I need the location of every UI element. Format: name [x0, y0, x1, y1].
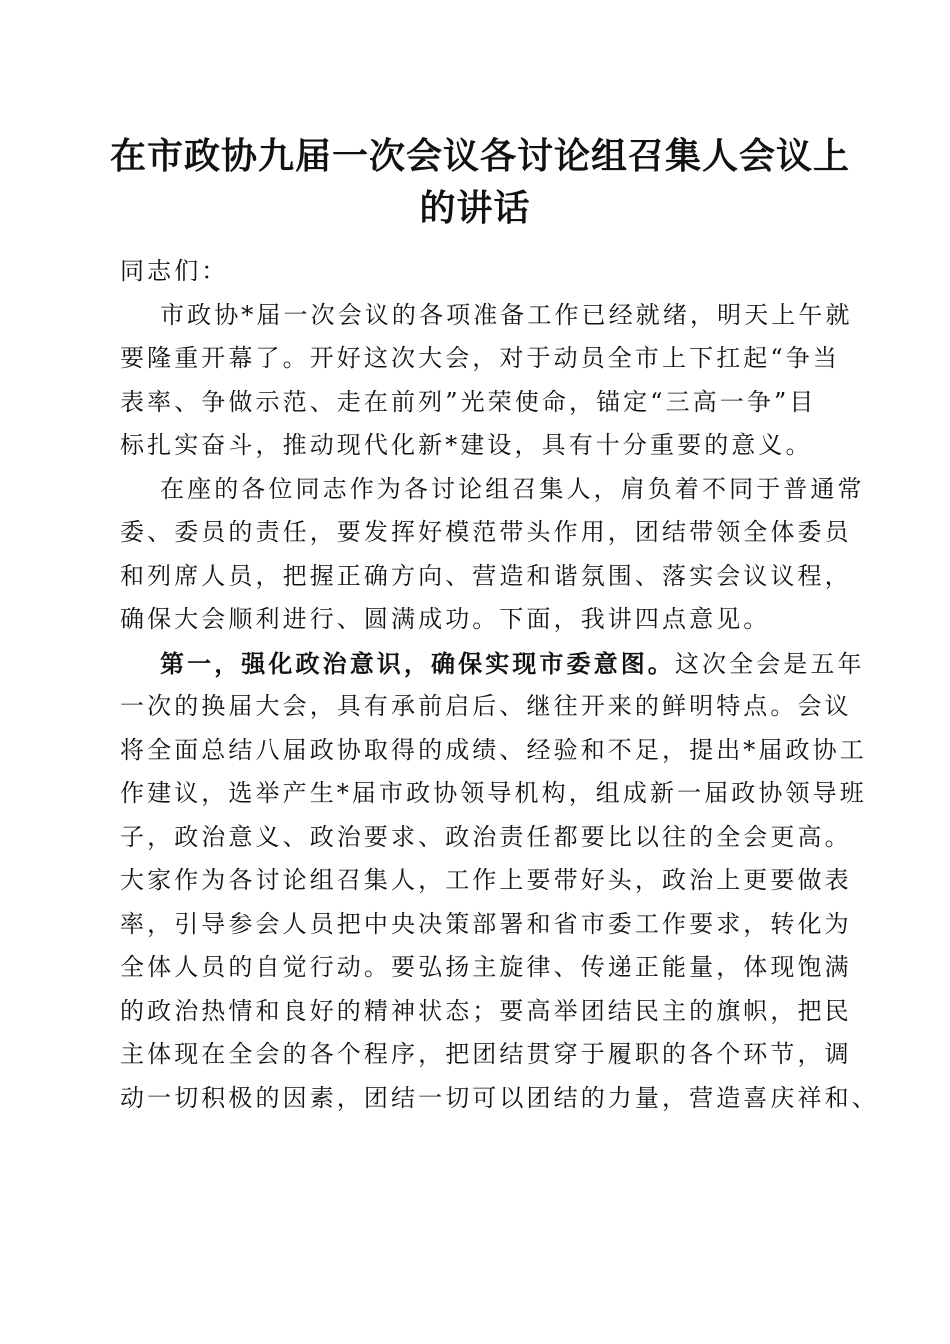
- paragraph-3-line: 子，政治意义、政治要求、政治责任都要比以往的全会更高。: [120, 822, 852, 851]
- paragraph-3-line: 的政治热情和良好的精神状态；要高举团结民主的旗帜，把民: [120, 996, 852, 1025]
- paragraph-3-line: 主体现在全会的各个程序，把团结贯穿于履职的各个环节，调: [120, 1040, 852, 1068]
- paragraph-1-line: 表率、争做示范、走在前列”光荣使命，锚定“三高一争”目: [120, 387, 817, 416]
- paragraph-1-line: 要隆重开幕了。开好这次大会，对于动员全市上下扛起“争当: [120, 344, 840, 372]
- paragraph-3-first-rest: 这次全会是五年: [674, 649, 865, 678]
- paragraph-1-line: 市政协*届一次会议的各项准备工作已经就绪，明天上午就: [160, 300, 853, 329]
- paragraph-3-line: 将全面总结八届政协取得的成绩、经验和不足，提出*届政协工: [120, 735, 867, 764]
- paragraph-3-heading: 第一，强化政治意识，确保实现市委意图。: [160, 648, 675, 678]
- paragraph-3-line: 率，引导参会人员把中央决策部署和省市委工作要求，转化为: [120, 909, 852, 938]
- document-body: [120, 250, 879, 1120]
- paragraph-3-line: 作建议，选举产生*届市政协领导机构，组成新一届政协领导班: [120, 779, 867, 807]
- paragraph-2-line: 确保大会顺利进行、圆满成功。下面，我讲四点意见。: [120, 605, 771, 633]
- paragraph-3-line: 大家作为各讨论组召集人，工作上要带好头，政治上更要做表: [120, 866, 852, 894]
- title-line: 的讲话: [419, 187, 531, 229]
- paragraph-2-line: 和列席人员，把握正确方向、营造和谐氛围、落实会议议程，: [120, 561, 852, 590]
- paragraph-2-line: 在座的各位同志作为各讨论组召集人，肩负着不同于普通常: [160, 474, 865, 503]
- paragraph-3-line: 全体人员的自觉行动。要弘扬主旋律、传递正能量，体现饱满: [120, 953, 852, 981]
- document-title: [110, 130, 851, 234]
- paragraph-1-line: 标扎实奋斗，推动现代化新*建设，具有十分重要的意义。: [120, 431, 813, 459]
- salutation: 同志们：: [120, 257, 229, 285]
- title-line: 在市政协九届一次会议各讨论组召集人会议上: [110, 135, 851, 177]
- paragraph-2-line: 委、委员的责任，要发挥好模范带头作用，团结带领全体委员: [120, 518, 852, 546]
- paragraph-3-first-line: [120, 642, 865, 686]
- paragraph-3-line: 一次的换届大会，具有承前启后、继往开来的鲜明特点。会议: [120, 692, 852, 720]
- paragraph-3-line: 动一切积极的因素，团结一切可以团结的力量，营造喜庆祥和、: [120, 1083, 879, 1112]
